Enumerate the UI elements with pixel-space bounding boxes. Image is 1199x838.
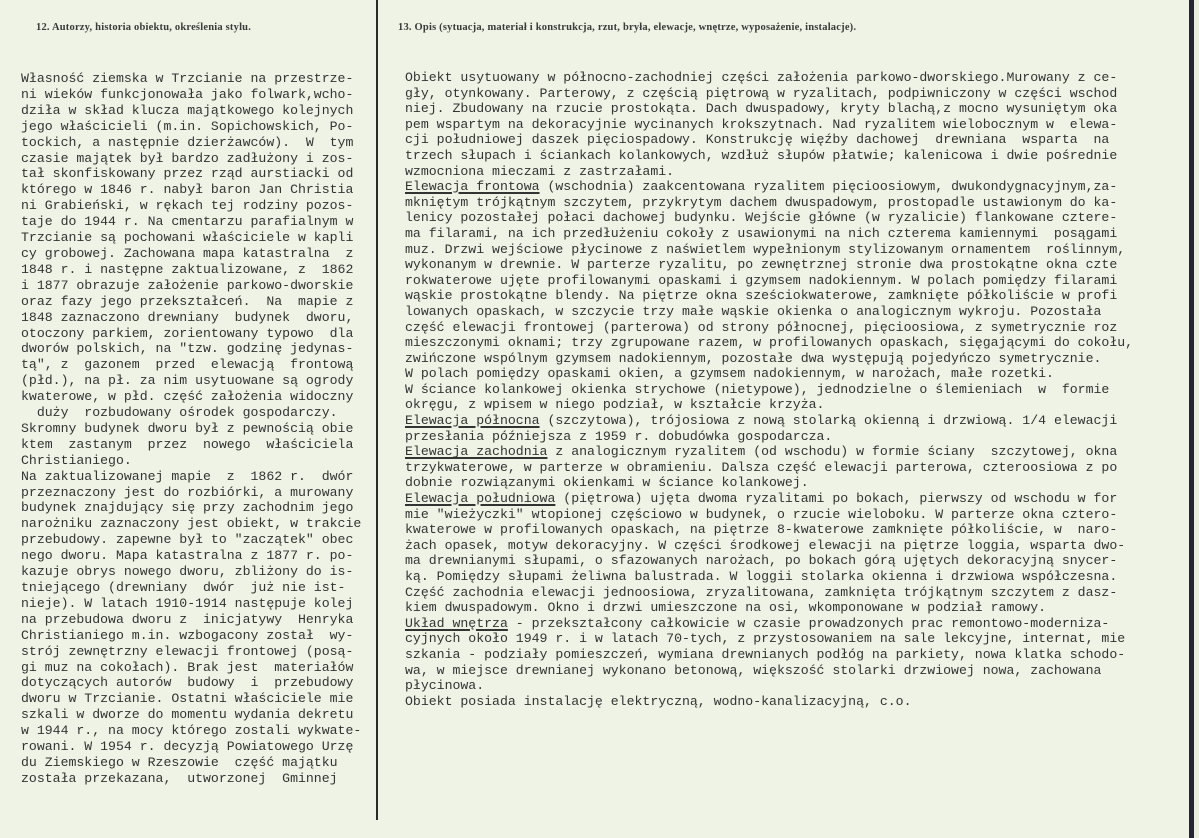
text-line: mieszczonymi oknami; trzy zgrupowane razem, w profilowanych opaskach, sięgającymi do cokołu,: [405, 335, 1134, 351]
text-line: dworu w Trzcianie. Ostatni właściciele mie: [21, 691, 354, 707]
text-line: kazuje obrys nowego dworu, zbliżony do is-: [21, 564, 354, 580]
subsection-heading: Elewacja południowa: [405, 491, 556, 507]
history-text-column: [21, 71, 361, 787]
text-line: trzykwaterowe, w parterze w obramieniu. Dalsza część elewacji parterowa, czteroosiowa z po: [405, 459, 1118, 475]
text-line: dotyczących autorów budowy i przebudowy: [21, 675, 354, 691]
text-line: wąskie prostokątne blendy. Na piętrze okna sześciokwaterowe, zamknięte półkoliście w profi: [405, 288, 1118, 304]
column-divider: [376, 0, 378, 820]
text-line: i 1877 obrazuje założenie parkowo-dworskie: [21, 277, 354, 293]
subsection-heading: Elewacja zachodnia: [405, 444, 548, 460]
text-line: szkali w dworze do momentu wydania dekretu: [21, 707, 354, 723]
text-line: gi muz na cokołach). Brak jest materiałów: [21, 659, 354, 675]
text-line: zwińczone wspólnym gzymsem nadokiennym, pozostałe dwa występują pojedyńczo symetrycznie.: [405, 350, 1102, 366]
text-line: tał skonfiskowany przez rząd aurstiacki od: [21, 166, 354, 182]
subsection-heading-line: Elewacja frontowa (wschodnia) zaakcentowana ryzalitem pięcioosiowym, dwukondygnacyjnym,za-: [405, 179, 1118, 195]
subsection-heading: Elewacja północna: [405, 413, 540, 429]
text-line: wzmocniona mieczami z zastrzałami.: [405, 163, 675, 179]
text-line: została przekazana, utworzonej Gminnej: [21, 770, 338, 786]
text-line: przeznaczony jest do rozbiórki, a murowany: [21, 484, 354, 500]
text-line: strój zewnętrzny elewacji frontowej (posą-: [21, 643, 354, 659]
text-line: tą", z gazonem przed elewacją frontową: [21, 357, 354, 373]
text-line: kwaterowe w profilowanych opaskach, na piętrze 8-kwaterowe zamknięte półkoliście, w naro-: [405, 522, 1118, 538]
subsection-heading-line: Elewacja północna (szczytowa), trójosiowa z nową stolarką okienną i drzwiową. 1/4 elewacji: [405, 413, 1118, 429]
text-line: gły, otynkowany. Parterowy, z częścią piętrową w ryzalitach, podpiwniczony w części wschod: [405, 85, 1118, 101]
text-line: rowani. W 1954 r. decyzją Powiatowego Urzę: [21, 739, 354, 755]
section-13-header: 13. Opis (sytuacja, materiał i konstrukcja, rzut, bryła, elewacje, wnętrze, wyposażenie, instalacje).: [398, 22, 857, 33]
text-line: Obiekt usytuowany w północno-zachodniej części założenia parkowo-dworskiego.Murowany z ce-: [405, 70, 1118, 85]
text-line: ni wieków funkcjonowała jako folwark,wcho-: [21, 86, 354, 102]
text-line: narożniku zaznaczony jest obiekt, w trakcie: [21, 516, 362, 532]
text-line: nego dworu. Mapa katastralna z 1877 r. po-: [21, 548, 354, 564]
text-line: tockich, a następnie dzierżawców). W tym: [21, 134, 354, 150]
text-line: mie "wieżyczki" wtopionej częściowo w budynek, o rzucie wieloboku. W parterze okna cztero-: [405, 506, 1118, 522]
text-line: cy grobowej. Zachowana mapa katastralna z: [21, 245, 354, 261]
text-line: przesłania późniejsza z 1959 r. dobudówka gospodarcza.: [405, 428, 833, 444]
text-line: Na zaktualizowanej mapie z 1862 r. dwór: [21, 468, 354, 484]
text-line: 1848 r. i następne zaktualizowane, z 1862: [21, 261, 354, 277]
text-line: Własność ziemska w Trzcianie na przestrze-: [21, 71, 354, 86]
text-line: ką. Pomiędzy słupami żeliwna balustrada. W loggii stolarka okienna i drzwiowa współczesna.: [405, 569, 1118, 584]
text-line: cji południowej daszek pięciospadowy. Konstrukcję więźby dachowej drewniana wsparta na: [405, 132, 1110, 148]
text-line: wykonanym w drewnie. W parterze ryzalitu, po zewnętrznej stronie dwa prostokątne okna czte: [405, 257, 1118, 273]
text-line: duży rozbudowany ośrodek gospodarczy.: [21, 405, 338, 421]
text-line: kwaterowe, w płd. część założenia widoczny: [21, 389, 354, 405]
text-line: ni Grabieński, w rękach tej rodziny pozos-: [21, 198, 354, 214]
description-text-column: [405, 70, 1133, 709]
section-12-header: 12. Autorzy, historia obiektu, określenia stylu.: [36, 22, 252, 33]
text-line: (płd.), na pł. za nim usytuowane są ogrody: [21, 373, 354, 389]
text-line: Christianiego.: [21, 452, 132, 468]
text-line: W polach pomiędzy opaskami okien, a gzymsem nadokiennym, w narożach, małe rozetki.: [405, 366, 1054, 382]
text-line: Część zachodnia elewacji jednoosiowa, zryzalitowana, zamknięta trójkątnym szczytem z dasz-: [405, 584, 1118, 600]
text-line: lowanych opaskach, w szczycie trzy małe wąskie okienka o analogicznym wykroju. Pozostała: [405, 303, 1102, 319]
text-line: Trzcianie są pochowani właściciele w kapli: [21, 230, 354, 246]
text-line: rokwaterowe ujęte profilowanymi opaskami i gzymsem nadokiennym. W polach pomiędzy filarami: [405, 272, 1118, 288]
text-line: tniejącego (drewniany dwór już nie ist-: [21, 580, 346, 595]
text-line: przebudowy. zapewne był to "zaczątek" obec: [21, 532, 354, 548]
text-line: wa, w miejsce drewnianej wykonano betonową, większość stolarki drzwiowej nowa, zachowana: [405, 662, 1102, 678]
text-line: jego właścicieli (m.in. Sopichowskich, Po-: [21, 118, 354, 134]
text-line: niej. Zbudowany na rzucie prostokąta. Dach dwuspadowy, kryty blachą,z mocno wysuniętym oka: [405, 101, 1118, 117]
subsection-heading: Elewacja frontowa: [405, 179, 540, 195]
text-line: 1848 zaznaczono drewniany budynek dworu,: [21, 309, 354, 325]
text-line: okręgu, z wpisem w niego podział, w kształcie krzyża.: [405, 397, 825, 413]
subsection-heading-line: Elewacja zachodnia z analogicznym ryzalitem (od wschodu) w formie ściany szczytowej, okna: [405, 444, 1118, 460]
text-line: ma filarami, na ich przedłużeniu cokoły z usawionymi na nich czterema kamiennymi posągami: [405, 225, 1118, 241]
text-line: muz. Drzwi wejściowe płycinowe z naświetlem wypełnionym stylizowanym ornamentem roślinnym,: [405, 241, 1126, 257]
text-line: ktem zastanym przez nowego właściciela: [21, 436, 354, 452]
text-line: dziła w skład klucza majątkowego kolejnych: [21, 102, 354, 118]
text-line: którego w 1846 r. nabył baron Jan Christia: [21, 182, 354, 198]
text-line: mkniętym trójkątnym szczytem, przykrytym dachem dwuspadowym, prostopadle ustawionym do ka-: [405, 194, 1118, 210]
text-line: żach opasek, motyw dekoracyjny. W części środkowej elewacji na piętrze loggia, wsparta dwo-: [405, 537, 1126, 553]
text-line: czasie majątek był bardzo zadłużony i zos-: [21, 150, 354, 166]
text-line: szkania - podziały pomieszczeń, wymiana drewnianych podłóg na parkiety, nowa klatka schodo-: [405, 646, 1126, 662]
text-line: Christianiego m.in. wzbogacony został wy-: [21, 627, 354, 643]
scan-edge: [1189, 0, 1194, 838]
text-line: du Ziemskiego w Rzeszowie część majątku: [21, 754, 338, 770]
text-line: na przebudowa dworu z inicjatywy Henryka: [21, 611, 354, 627]
text-line: lenicy pozostałej połaci dachowej budynku. Wejście główne (w ryzalicie) flankowane cztere-: [405, 210, 1118, 226]
text-line: ma drewnianymi słupami, o sfazowanych narożach, po bokach górą ujętych dekoracyjną snycer-: [405, 553, 1118, 569]
text-line: Obiekt posiada instalację elektryczną, wodno-kanalizacyjną, c.o.: [405, 693, 912, 709]
text-line: Skromny budynek dworu był z pewnością obie: [21, 420, 354, 436]
subsection-heading-line: Układ wnętrza - przekształcony całkowicie w czasie prowadzonych prac remontowo-moderniza-: [405, 615, 1110, 631]
text-line: W ściance kolankowej okienka strychowe (nietypowe), jednodzielne o ślemieniach w formie: [405, 381, 1110, 397]
text-line: płycinowa.: [405, 678, 485, 694]
text-line: w 1944 r., na mocy którego zostali wykwate-: [21, 723, 362, 739]
text-line: dworów polskich, na "tzw. godzinę jedynas-: [21, 341, 354, 357]
text-line: trzech słupach i ściankach kolankowych, wzdłuż słupów płatwie; kalenicowa i dwie pośrednie: [405, 147, 1118, 163]
text-line: otoczony parkiem, zorientowany typowo dla: [21, 325, 354, 341]
text-line: część elewacji frontowej (parterowa) od strony północnej, pięcioosiowa, z symetrycznie roz: [405, 319, 1118, 335]
subsection-heading: Układ wnętrza: [405, 615, 508, 631]
text-line: budynek znajdujący się przy zachodnim jego: [21, 500, 354, 516]
text-line: pem wspartym na dekoracyjnie wycinanych krokszytnach. Nad ryzalitem wielobocznym w elewa-: [405, 116, 1118, 132]
text-line: dobnie rozwiązanymi okienkami w ściance kolankowej.: [405, 475, 809, 491]
text-line: oraz fazy jego przekształceń. Na mapie z: [21, 293, 354, 309]
text-line: cyjnych około 1949 r. i w latach 70-tych, z przystosowaniem na sale lekcyjne, internat, mie: [405, 631, 1126, 647]
text-line: nieje). W latach 1910-1914 następuje kolej: [21, 595, 354, 611]
text-line: taje do 1944 r. Na cmentarzu parafialnym w: [21, 214, 354, 230]
subsection-heading-line: Elewacja południowa (piętrowa) ujęta dwoma ryzalitami po bokach, pierwszy od wschodu w for: [405, 491, 1118, 507]
text-line: kiem dwuspadowym. Okno i drzwi umieszczone na osi, wkomponowane w podział ramowy.: [405, 600, 1047, 616]
